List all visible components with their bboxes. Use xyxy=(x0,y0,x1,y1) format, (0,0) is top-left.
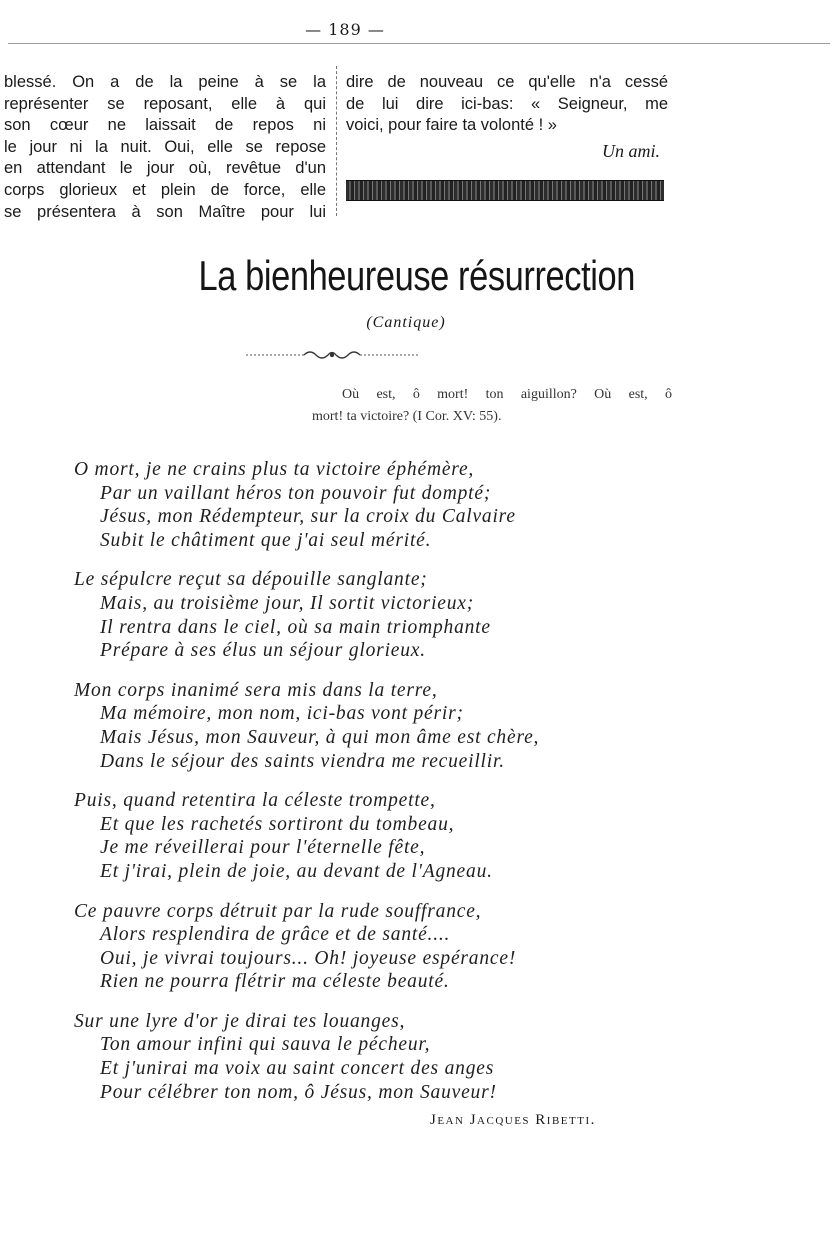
verse-line: Et j'irai, plein de joie, au devant de l'Agneau. xyxy=(100,860,493,882)
previous-article-left-column xyxy=(4,72,326,223)
verse-line: Mon corps inanimé sera mis dans la terre, xyxy=(74,679,438,701)
hymn-author: Jean Jacques Ribetti. xyxy=(430,1112,596,1128)
verse-line: Le sépulcre reçut sa dépouille sanglante; xyxy=(74,569,428,591)
text-line: voici, pour faire ta volonté ! » xyxy=(346,116,557,135)
verse-line: Mais Jésus, mon Sauveur, à qui mon âme est chère, xyxy=(100,726,540,748)
text-line: son cœur ne laissait de repos ni xyxy=(4,116,326,135)
text-line: dire de nouveau ce qu'elle n'a cessé xyxy=(346,73,668,91)
article-signature: Un ami. xyxy=(602,140,660,161)
hymn-title: La bienheureuse résurrection xyxy=(198,252,635,299)
stanza xyxy=(74,568,674,662)
verse-line: Jésus, mon Rédempteur, sur la croix du Calvaire xyxy=(100,506,516,528)
text-line: de lui dire ici-bas: « Seigneur, me xyxy=(346,94,668,113)
stanza xyxy=(74,900,674,994)
column-divider xyxy=(336,66,337,216)
text-line: corps glorieux et plein de force, elle xyxy=(4,180,326,199)
text-line: en attendant le jour où, revêtue d'un xyxy=(4,159,326,178)
verse-line: Il rentra dans le ciel, où sa main triomphante xyxy=(100,616,491,638)
stanza xyxy=(74,679,674,773)
stanza xyxy=(74,1010,674,1104)
verse-line: Prépare à ses élus un séjour glorieux. xyxy=(100,640,426,662)
text-line: représenter se reposant, elle à qui xyxy=(4,94,326,113)
verse-line: Oui, je vivrai toujours... Oh! joyeuse espérance! xyxy=(100,947,517,969)
text-line: le jour ni la nuit. Oui, elle se repose xyxy=(4,137,326,156)
header-rule xyxy=(8,43,830,44)
verse-line: Mais, au troisième jour, Il sortit victorieux; xyxy=(100,592,475,614)
hymn-subtitle: (Cantique) xyxy=(366,314,446,331)
verse-line: Ce pauvre corps détruit par la rude souffrance, xyxy=(74,900,482,922)
verse-line: Et que les rachetés sortiront du tombeau, xyxy=(100,813,455,835)
verse-line: Dans le séjour des saints viendra me recueillir. xyxy=(100,750,505,772)
text-line: se présentera à son Maître pour lui xyxy=(4,202,326,221)
verse-line: Par un vaillant héros ton pouvoir fut dompté; xyxy=(100,482,492,504)
previous-article-right-column xyxy=(346,72,668,162)
verse-line: Pour célébrer ton nom, ô Jésus, mon Sauveur! xyxy=(100,1081,497,1103)
verse-line: Sur une lyre d'or je dirai tes louanges, xyxy=(74,1010,406,1032)
epigraph xyxy=(312,384,672,428)
epigraph-line: Où est, ô mort! ton aiguillon? Où est, ô xyxy=(342,387,672,402)
verse-line: Je me réveillerai pour l'éternelle fête, xyxy=(100,837,426,859)
verse-line: Subit le châtiment que j'ai seul mérité. xyxy=(100,529,432,551)
verse-line: O mort, je ne crains plus ta victoire éphémère, xyxy=(74,459,475,480)
verse-line: Ma mémoire, mon nom, ici-bas vont périr; xyxy=(100,703,464,725)
verse-line: Puis, quand retentira la céleste trompette, xyxy=(74,790,436,812)
verse-line: Alors resplendira de grâce et de santé.... xyxy=(100,924,451,946)
flourish-ornament xyxy=(246,345,418,365)
text-line: blessé. On a de la peine à se la xyxy=(4,73,326,91)
hymn-verses xyxy=(74,458,674,1120)
verse-line: Ton amour infini qui sauva le pécheur, xyxy=(100,1034,431,1056)
verse-line: Rien ne pourra flétrir ma céleste beauté. xyxy=(100,971,450,993)
stanza xyxy=(74,789,674,883)
verse-line: Et j'unirai ma voix au saint concert des anges xyxy=(100,1058,495,1080)
epigraph-line: mort! ta victoire? (I Cor. XV: 55). xyxy=(312,409,502,424)
page-number: — 189 — xyxy=(305,20,385,39)
stanza xyxy=(74,458,674,552)
ornamental-divider-bar xyxy=(346,180,664,201)
